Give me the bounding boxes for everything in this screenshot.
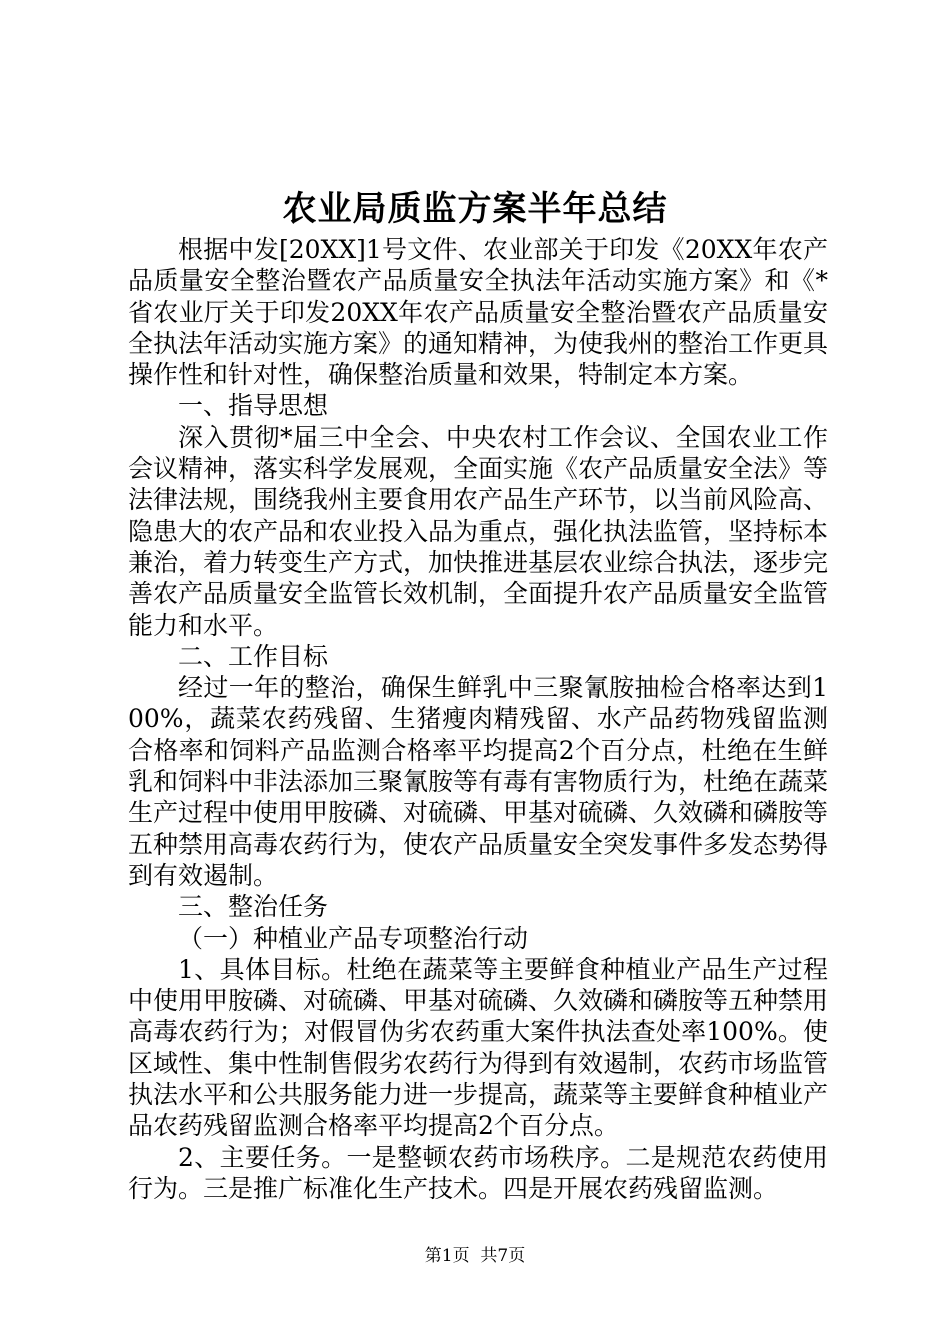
section-heading-work-goals: 二、工作目标 [178, 641, 329, 671]
document-title: 农业局质监方案半年总结 [282, 189, 668, 229]
section-heading-guiding-thought: 一、指导思想 [178, 391, 329, 421]
paragraph-main-tasks: 2、主要任务。一是整顿农药市场秩序。二是规范农药使用行为。三是推广标准化生产技术。四是开展农药残留监测。 [128, 1142, 828, 1203]
paragraph-intro: 根据中发[20XX]1号文件、农业部关于印发《20XX年农产品质量安全整治暨农产品质量安全执法年活动实施方案》和《*省农业厅关于印发20XX年农产品质量安全整治暨农产品质量安全执法年活动实施方案》的通知精神，为使我州的整治工作更具操作性和针对性，确保整治质量和效果，特制定本方案。 [128, 235, 829, 390]
page-number-footer: 第1页 共7页 [424, 1246, 526, 1266]
subsection-heading-planting: （一）种植业产品专项整治行动 [178, 923, 529, 953]
paragraph-work-goals: 经过一年的整治，确保生鲜乳中三聚氰胺抽检合格率达到100%，蔬菜农药残留、生猪瘦肉精残留、水产品药物残留监测合格率和饲料产品监测合格率平均提高2个百分点，杜绝在生鲜乳和饲料中非法添加三聚氰胺等有毒有害物质行为，杜绝在蔬菜生产过程中使用甲胺磷、对硫磷、甲基对硫磷、久效磷和磷胺等五种禁用高毒农药行为，使农产品质量安全突发事件多发态势得到有效遏制。 [128, 673, 829, 890]
section-heading-tasks: 三、整治任务 [178, 892, 329, 922]
paragraph-guiding-thought: 深入贯彻*届三中全会、中央农村工作会议、全国农业工作会议精神，落实科学发展观，全面实施《农产品质量安全法》等法律法规，围绕我州主要食用农产品生产环节，以当前风险高、隐患大的农产品和农业投入品为重点，强化执法监管，坚持标本兼治，着力转变生产方式，加快推进基层农业综合执法，逐步完善农产品质量安全监管长效机制，全面提升农产品质量安全监管能力和水平。 [128, 422, 829, 640]
document-body [128, 234, 828, 1204]
paragraph-specific-goals: 1、具体目标。杜绝在蔬菜等主要鲜食种植业产品生产过程中使用甲胺磷、对硫磷、甲基对硫磷、久效磷和磷胺等五种禁用高毒农药行为；对假冒伪劣农药重大案件执法查处率100%。使区域性、集中性制售假劣农药行为得到有效遏制，农药市场监管执法水平和公共服务能力进一步提高，蔬菜等主要鲜食种植业产品农药残留监测合格率平均提高2个百分点。 [128, 954, 829, 1141]
